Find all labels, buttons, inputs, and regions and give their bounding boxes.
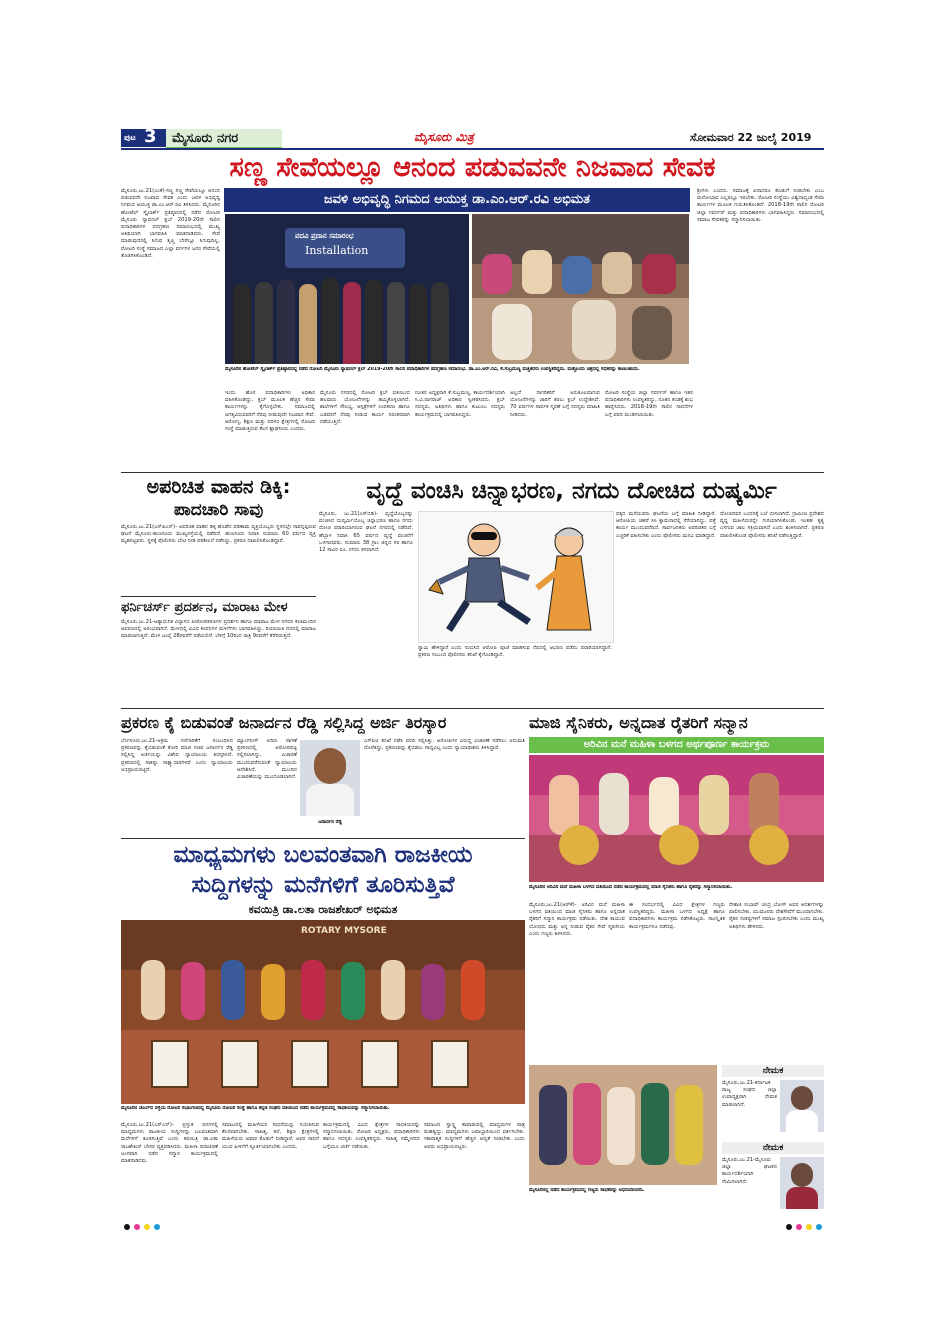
lead-col-3: ಮೈಸೂರು ನಗರದಲ್ಲಿ ರೋಟರಿ ಕ್ಲಬ್ ವತಿಯಿಂದ ಹಲವಾರು ಯೋಜನೆಗಳನ್ನು ಹಮ್ಮಿಕೊಳ್ಳಲಾಗಿದೆ. ಶಾಲೆಗಳಿಗೆ ಸೌಲಭ್ಯ, ಆಸ್ಪತ್ರೆಗಳಿಗೆ ಉಪಕರಣ ಹಾಗೂ ಬಡವರಿಗೆ ನೆರವು ನೀಡುವ ಕಾರ್ಯ ನಿರಂತರವಾಗಿ ನಡೆಯುತ್ತಿದೆ. (320, 390, 410, 425)
accident-headline-2: ಪಾದಚಾರಿ ಸಾವು (173, 500, 264, 520)
lead-headline: ಸಣ್ಣ ಸೇವೆಯಲ್ಲೂ ಆನಂದ ಪಡುವವನೇ ನಿಜವಾದ ಸೇವಕ (229, 152, 716, 183)
appointee-photo-1 (780, 1080, 824, 1132)
media-headline-2: ಸುದ್ದಿಗಳನ್ನು ಮನೆಗಳಿಗೆ ತೂರಿಸುತ್ತಿವೆ (191, 872, 455, 898)
lead-col-5: ಅಲ್ಲದೆ ನಾಗರಿಕರಿಗೆ ಅನುಕೂಲವಾಗುವ ಯೋಜನೆಗಳನ್ನು ಜಾರಿಗೆ ತರಲು ಕ್ಲಬ್ ಉದ್ದೇಶಿಸಿದೆ. 70 ವರ್ಷಗಳ ಸಾರ್ಥಕ ಸ್ಮರಣೆ ಬಗ್ಗೆ ಸದಸ್ಯರು ಮಾಹಿತಿ ನೀಡಿದರು. (510, 390, 600, 418)
lead-photo-stage (225, 214, 469, 364)
appointment-title-1: ನೇಮಕ (722, 1065, 824, 1077)
registration-dot (154, 1224, 160, 1230)
media-headline-1: ಮಾಧ್ಯಮಗಳು ಬಲವಂತವಾಗಿ ರಾಜಕೀಯ (173, 842, 473, 868)
issue-date: ಸೋಮವಾರ 22 ಜುಲೈ 2019 (690, 131, 812, 144)
rotary-banner: ROTARY MYSORE (301, 926, 387, 936)
registration-dot (786, 1224, 792, 1230)
registration-dot (124, 1224, 130, 1230)
registration-dot (806, 1224, 812, 1230)
media-subhead: ಕವಯಿತ್ರಿ ಡಾ.ಲತಾ ರಾಜಶೇಖರ್ ಅಭಿಮತ (248, 903, 398, 916)
media-col-2: ಸಮಾಜದಲ್ಲಿ ಮಹಿಳೆಯರ ಸಾಧನೆಯನ್ನು ಗುರುತಿಸುವ ಕೆಲಸವಾಗಬೇಕು. ಸಾಹಿತ್ಯ, ಕಲೆ, ಶಿಕ್ಷಣ ಕ್ಷೇತ್ರಗಳಲ್ಲಿ ಮಹಿಳೆಯರು ಅಪಾರ ಕೊಡುಗೆ ನೀಡಿದ್ದಾರೆ. ಅವರ ಸಾಧನೆ ಯುವ ಪೀಳಿಗೆಗೆ ಸ್ಫೂರ್ತಿಯಾಗಬೇಕು ಎಂದರು. (222, 1122, 319, 1150)
media-col-4: ಸಮಾಜದ ಸ್ವಾಸ್ಥ್ಯ ಕಾಪಾಡುವಲ್ಲಿ ಮಾಧ್ಯಮಗಳ ಪಾತ್ರ ಮಹತ್ವದ್ದು. ಮಾಧ್ಯಮಗಳು ಜವಾಬ್ದಾರಿಯಿಂದ ವರ್ತಿಸಬೇಕು. ಸಕಾರಾತ್ಮಕ ಸುದ್ದಿಗಳಿಗೆ ಹೆಚ್ಚಿನ ಆದ್ಯತೆ ನೀಡಬೇಕು ಎಂದು ಅವರು ಅಭಿಪ್ರಾಯಪಟ್ಟರು. (424, 1122, 525, 1150)
petition-headline: ಪ್ರಕರಣ ಕೈ ಬಿಡುವಂತೆ ಜನಾರ್ದನ ರೆಡ್ಡಿ ಸಲ್ಲಿಸಿದ್ದ ಅರ್ಜಿ ತಿರಸ್ಕಾರ (121, 713, 447, 732)
registration-dot (134, 1224, 140, 1230)
fair-headline: ಫರ್ನಿಚರ್ಸ್ ಪ್ರದರ್ಶನ, ಮಾರಾಟ ಮೇಳ (121, 600, 288, 615)
lead-photo-audience (472, 214, 689, 364)
lead-photo-caption: ಮೈಸೂರಿನ ಹೋಟೆಲ್ ಸ್ಕೈಲಾರ್ಕ್ ಪ್ರತಿಷ್ಠಾನದಲ್ಲಿ ನಡೆದ ರೋಟರಿ ಮೈಸೂರು ನ್ಯಾಷನಲ್ ಕ್ಲಬ್ 2019-20ನೇ ಸಾಲಿನ ಪದಾಧಿಕಾರಿಗಳ ಪದಗ್ರಹಣ ಸಮಾರಂಭ. ಡಾ.ಎಂ.ಆರ್.ರವಿ, ಕೆ.ಸುಬ್ರಮಣ್ಯ ಮತ್ತಿತರರು ಉಪಸ್ಥಿತರಿದ್ದರು. ಮತ್ತೊಂದು ಚಿತ್ರದಲ್ಲಿ ಸಭಿಕರನ್ನು ಕಾಣಬಹುದು. (225, 367, 640, 372)
bottom-photo (529, 1065, 717, 1185)
lead-col-6: ರೋಟರಿ ಸಂಸ್ಥೆಯ ಜಿಲ್ಲಾ ಗವರ್ನರ್ ಹಾಗೂ ಇತರ ಪದಾಧಿಕಾರಿಗಳು ಉಪಸ್ಥಿತರಿದ್ದು, ನೂತನ ತಂಡಕ್ಕೆ ಶುಭ ಹಾರೈಸಿದರು. 2018-19ನೇ ಸಾಲಿನ ಸಾಧನೆಗಳ ಬಗ್ಗೆ ವರದಿ ಮಂಡಿಸಲಾಯಿತು. (605, 390, 693, 418)
robbery-col-1: ಮೈಸೂರು, ಜು.21(ಎಸ್‌ಬಿಡಿ)- ವೃದ್ಧೆಯೊಬ್ಬರನ್ನು ವಂಚಿಸಿದ ದುಷ್ಕರ್ಮಿಯೊಬ್ಬ ಚಿನ್ನಾಭರಣ ಹಾಗೂ ನಗದು ದೋಚಿ ಪರಾರಿಯಾಗಿರುವ ಘಟನೆ ನಗರದಲ್ಲಿ ನಡೆದಿದೆ. ಹೆಬ್ಬಾಳ ನಿವಾಸಿ 65 ವರ್ಷದ ವೃದ್ಧೆ ವಂಚನೆಗೆ ಒಳಗಾದವರು. ಸುಮಾರು 38 ಗ್ರಾಂ ಚಿನ್ನದ ಸರ ಹಾಗೂ 12 ಸಾವಿರ ರೂ. ನಗದು ಕಳವಾಗಿದೆ. (319, 511, 413, 554)
media-photo (121, 920, 525, 1104)
petition-photo-caption: ಜನಾರ್ದನ ರೆಡ್ಡಿ (318, 820, 342, 825)
bottom-photo-caption: ಮೈಸೂರಿನಲ್ಲಿ ನಡೆದ ಕಾರ್ಯಕ್ರಮದಲ್ಲಿ ಗಣ್ಯರು ಸಾಧಕರನ್ನು ಅಭಿನಂದಿಸಿದರು. (529, 1188, 645, 1193)
lead-col-7: ಶ್ರೀಗಳು ಎಂದರು. ಸಮಾಜಕ್ಕೆ ಏನಾದರೂ ಕೊಡುಗೆ ನೀಡಬೇಕು ಎಂಬ ಮನೋಭಾವ ಎಲ್ಲರಲ್ಲೂ ಇರಬೇಕು. ರೋಟರಿ ಸಂಸ್ಥೆಯು ವಿಶ್ವದಾದ್ಯಂತ ಸೇವಾ ಕಾರ್ಯಗಳ ಮೂಲಕ ಗುರುತಿಸಿಕೊಂಡಿದೆ. 2018-19ನೇ ಸಾಲಿನ ರೋಟರಿ ಜಿಲ್ಲಾ ಗವರ್ನರ್ ಮತ್ತು ಪದಾಧಿಕಾರಿಗಳು ಭಾಗವಹಿಸಿದ್ದರು. ಸಮಾರಂಭದಲ್ಲಿ ಸಮಾಜ ಸೇವಕರನ್ನು ಸನ್ಮಾನಿಸಲಾಯಿತು. (697, 188, 824, 223)
media-col-3: ಕಾರ್ಯಕ್ರಮದಲ್ಲಿ ವಿವಿಧ ಕ್ಷೇತ್ರಗಳ ಸಾಧಕಿಯರನ್ನು ಸನ್ಮಾನಿಸಲಾಯಿತು. ರೋಟರಿ ಅಧ್ಯಕ್ಷರು, ಪದಾಧಿಕಾರಿಗಳು ಹಾಗೂ ಸದಸ್ಯರು ಉಪಸ್ಥಿತರಿದ್ದರು. ಸಾಹಿತ್ಯ ಸಮ್ಮೇಳನದ ಬಗ್ಗೆಯೂ ಚರ್ಚೆ ನಡೆಯಿತು. (323, 1122, 420, 1150)
thief-running-illustration (419, 512, 613, 642)
accident-rule (121, 596, 316, 597)
soldiers-subhead: ಅರಿವಿನ ಮನೆ ಮಹಿಳಾ ಬಳಗದ ಅರ್ಥಪೂರ್ಣ ಕಾರ್ಯಕ್ರಮ (529, 737, 824, 753)
soldiers-col-3: ನೇತಾಜಿ ಸುಭಾಷ್ ಚಂದ್ರ ಬೋಸ್ ಅವರ ಆದರ್ಶಗಳನ್ನು ಪಾಲಿಸಬೇಕು. ಯುವಜನರು ದೇಶಸೇವೆಗೆ ಮುಂದಾಗಬೇಕು. ರೈತರ ಸಂಕಷ್ಟಗಳಿಗೆ ಸಮಾಜ ಸ್ಪಂದಿಸಬೇಕು ಎಂದು ಮುಖ್ಯ ಅತಿಥಿಗಳು ಹೇಳಿದರು. (729, 902, 824, 930)
lead-col-4: ನೂತನ ಅಧ್ಯಕ್ಷರಾಗಿ ಕೆ.ಸುಬ್ರಮಣ್ಯ, ಕಾರ್ಯದರ್ಶಿಯಾಗಿ ಸಿ.ವಿ.ನಾಗರಾಜ್ ಅಧಿಕಾರ ಸ್ವೀಕರಿಸಿದರು. ಕ್ಲಬ್ ಸದಸ್ಯರು, ಅತಿಥಿಗಳು ಹಾಗೂ ಕುಟುಂಬ ಸದಸ್ಯರು ಕಾರ್ಯಕ್ರಮದಲ್ಲಿ ಭಾಗವಹಿಸಿದ್ದರು. (415, 390, 505, 418)
appointment-body-2: ಮೈಸೂರು,ಜು.21-ಮೈಸೂರು ಜಿಲ್ಲಾ ಘಟಕದ ಕಾರ್ಯದರ್ಶಿಯಾಗಿ ನೇಮಿಸಲಾಗಿದೆ. (722, 1157, 777, 1185)
appointee-photo-2 (780, 1157, 824, 1209)
lead-col-2: ಇಂದು ಹೊಸ ಪದಾಧಿಕಾರಿಗಳು ಅಧಿಕಾರ ವಹಿಸಿಕೊಂಡಿದ್ದು, ಕ್ಲಬ್ ಮೂಲಕ ಹೆಚ್ಚಿನ ಸೇವಾ ಕಾರ್ಯಗಳನ್ನು ಕೈಗೊಳ್ಳಬೇಕು. ಸಮಾಜದಲ್ಲಿ ಅಗತ್ಯವಿರುವವರಿಗೆ ನೆರವು ನೀಡುವುದೇ ನಿಜವಾದ ಸೇವೆ. ಆರೋಗ್ಯ, ಶಿಕ್ಷಣ ಮತ್ತು ಪರಿಸರ ಕ್ಷೇತ್ರಗಳಲ್ಲಿ ರೋಟರಿ ಸಂಸ್ಥೆ ಮಾಡುತ್ತಿರುವ ಕೆಲಸ ಶ್ಲಾಘನೀಯ ಎಂದರು. (225, 390, 315, 433)
registration-dot (144, 1224, 150, 1230)
appointment-body-1: ಮೈಸೂರು,ಜು.21-ಕರ್ನಾಟಕ ರಾಜ್ಯ ಸಂಘದ ಜಿಲ್ಲಾ ಉಪಾಧ್ಯಕ್ಷರಾಗಿ ನೇಮಕ ಮಾಡಲಾಗಿದೆ. (722, 1080, 777, 1108)
lead-subhead: ಜವಳಿ ಅಭಿವೃದ್ಧಿ ನಿಗಮದ ಆಯುಕ್ತ ಡಾ.ಎಂ.ಆರ್.ರವಿ ಅಭಿಮತ (224, 188, 690, 212)
banner-text: ಪದವಿ ಪ್ರದಾನ ಸಮಾರಂಭ (295, 232, 354, 240)
soldiers-headline: ಮಾಜಿ ಸೈನಿಕರು, ಅನ್ನದಾತ ರೈತರಿಗೆ ಸನ್ಮಾನ (529, 713, 748, 732)
petition-col-2: ಮ್ಯಾಂಗನೀಸ್ ಅದಿರು ಸಾಗಣೆ ಪ್ರಕರಣದಲ್ಲಿ ಆರೋಪಪಟ್ಟಿ ಸಲ್ಲಿಸಲಾಗಿದ್ದು, ವಿಚಾರಣೆ ಮುಂದುವರೆಸುವಂತೆ ನ್ಯಾಯಾಲಯ ಆದೇಶಿಸಿದೆ. ಮುಂದಿನ ವಿಚಾರಣೆಯನ್ನು ಮುಂದೂಡಲಾಗಿದೆ. (237, 738, 297, 781)
masthead: ಮೈಸೂರು ಮಿತ್ರ (414, 130, 474, 144)
petition-photo (300, 740, 360, 816)
registration-dot (816, 1224, 822, 1230)
page-number: 3 (144, 126, 157, 147)
soldiers-col-1: ಮೈಸೂರು,ಜು.21(ಆರ್‌ಕೆ)- ಅರಿವಿನ ಮನೆ ಮಹಿಳಾ ಬಳಗದ ವತಿಯಿಂದ ಮಾಜಿ ಸೈನಿಕರು ಹಾಗೂ ಅನ್ನದಾತ ರೈತರಿಗೆ ಸನ್ಮಾನ ಕಾರ್ಯಕ್ರಮ ನಡೆಯಿತು. ದೇಶ ಕಾಯುವ ಯೋಧರು ಮತ್ತು ಅನ್ನ ನೀಡುವ ರೈತರ ಸೇವೆ ಸ್ಮರಣೀಯ ಎಂದು ಗಣ್ಯರು ತಿಳಿಸಿದರು. (529, 902, 625, 937)
petition-col-3: ಎಸ್‌ಐಟಿ ತನಿಖೆ ನಡೆಸಿ ವರದಿ ಸಲ್ಲಿಸಿತ್ತು. ಆರೋಪಿಗಳ ವಿರುದ್ಧ ವಿಚಾರಣೆ ನಡೆಸಲು ಅನುಮತಿ ದೊರೆತಿದ್ದು, ಪ್ರಕರಣವನ್ನು ಕೈಬಿಡಲು ಸಾಧ್ಯವಿಲ್ಲ ಎಂದು ನ್ಯಾಯಾಧೀಶರು ತಿಳಿಸಿದ್ದಾರೆ. (364, 738, 525, 752)
banner-text-2: Installation (305, 244, 369, 257)
media-top-rule (121, 838, 525, 839)
accident-body: ಮೈಸೂರು,ಜು.21(ಎಸ್‌ಪಿಎನ್)- ಅಪರಿಚಿತ ವಾಹನ ಡಿಕ್ಕಿ ಹೊಡೆದ ಪರಿಣಾಮ ವ್ಯಕ್ತಿಯೊಬ್ಬರು ಸ್ಥಳದಲ್ಲೇ ಸಾವನ್ನಪ್ಪಿರುವ ಘಟನೆ ಮೈಸೂರು-ಹುಣಸೂರು ಮುಖ್ಯರಸ್ತೆಯಲ್ಲಿ ನಡೆದಿದೆ. ಹುಣಸೂರು ನಿವಾಸಿ ಸುಮಾರು 60 ವರ್ಷದ ವ್ಯಕ್ತಿ ಮೃತಪಟ್ಟವರು. ಸ್ಥಳಕ್ಕೆ ಪೊಲೀಸರು ಭೇಟಿ ನೀಡಿ ಪರಿಶೀಲನೆ ನಡೆಸಿದ್ದು, ಪ್ರಕರಣ ದಾಖಲಿಸಿಕೊಂಡಿದ್ದಾರೆ. (121, 524, 316, 545)
accident-headline-1: ಅಪರಿಚಿತ ವಾಹನ ಡಿಕ್ಕಿ: (146, 476, 291, 498)
robbery-illustration (418, 511, 614, 643)
soldiers-col-2: ಈ ಸಂದರ್ಭದಲ್ಲಿ ವಿವಿಧ ಕ್ಷೇತ್ರಗಳ ಗಣ್ಯರು ಉಪಸ್ಥಿತರಿದ್ದರು. ಮಹಿಳಾ ಬಳಗದ ಅಧ್ಯಕ್ಷೆ ಹಾಗೂ ಪದಾಧಿಕಾರಿಗಳು ಕಾರ್ಯಕ್ರಮ ನಡೆಸಿಕೊಟ್ಟರು. ಸಾಂಸ್ಕೃತಿಕ ಕಾರ್ಯಕ್ರಮಗಳೂ ನಡೆದವು. (629, 902, 725, 930)
lead-bottom-rule (121, 472, 824, 473)
appointment-title-2: ನೇಮಕ (722, 1142, 824, 1154)
page-label: ಪುಟ (124, 133, 136, 142)
soldiers-photo (529, 755, 824, 882)
lead-col-1: ಮೈಸೂರು,ಜು.21(ಎಂಕೆ)-ಸಣ್ಣ ಸಣ್ಣ ಸೇವೆಯಲ್ಲೂ ಆನಂದ ಪಡುವವನೇ ನಿಜವಾದ ಸೇವಕ ಎಂದು ಜವಳಿ ಅಭಿವೃದ್ಧಿ ನಿಗಮದ ಆಯುಕ್ತ ಡಾ.ಎಂ.ಆರ್.ರವಿ ತಿಳಿಸಿದರು. ಮೈಸೂರಿನ ಹೋಟೆಲ್ ಸ್ಕೈಲಾರ್ಕ್ ಪ್ರತಿಷ್ಠಾನದಲ್ಲಿ ನಡೆದ ರೋಟರಿ ಮೈಸೂರು ನ್ಯಾಷನಲ್ ಕ್ಲಬ್ 2019-20ನೇ ಸಾಲಿನ ಪದಾಧಿಕಾರಿಗಳ ಪದಗ್ರಹಣ ಸಮಾರಂಭದಲ್ಲಿ ಮುಖ್ಯ ಅತಿಥಿಯಾಗಿ ಭಾಗವಹಿಸಿ ಮಾತನಾಡಿದರು. ಸೇವೆ ಮಾಡುವುದರಲ್ಲಿ ಸಿಗುವ ತೃಪ್ತಿ ಬೇರೆಲ್ಲೂ ಸಿಗುವುದಿಲ್ಲ. ರೋಟರಿ ಸಂಸ್ಥೆ ಸಮಾಜದ ಎಲ್ಲಾ ವರ್ಗಗಳ ಜನರ ಸೇವೆಯಲ್ಲಿ ತೊಡಗಿಸಿಕೊಂಡಿದೆ. (121, 188, 220, 259)
section-title: ಮೈಸೂರು ನಗರ (172, 131, 239, 146)
soldiers-caption: ಮೈಸೂರಿನ ಅರಿವಿನ ಮನೆ ಮಹಿಳಾ ಬಳಗದ ವತಿಯಿಂದ ನಡೆದ ಕಾರ್ಯಕ್ರಮದಲ್ಲಿ ಮಾಜಿ ಸೈನಿಕರು ಹಾಗೂ ರೈತರನ್ನು ಸನ್ಮಾನಿಸಲಾಯಿತು. (529, 885, 733, 890)
petition-col-1: ಬೆಂಗಳೂರು,ಜು.21-ಅಕ್ರಮ ಗಣಿಗಾರಿಕೆಗೆ ಸಂಬಂಧಿಸಿದ ಪ್ರಕರಣವನ್ನು ಕೈಬಿಡುವಂತೆ ಕೋರಿ ಮಾಜಿ ಸಚಿವ ಜನಾರ್ದನ ರೆಡ್ಡಿ ಸಲ್ಲಿಸಿದ್ದ ಅರ್ಜಿಯನ್ನು ವಿಶೇಷ ನ್ಯಾಯಾಲಯ ತಿರಸ್ಕರಿಸಿದೆ. ಪ್ರಕರಣದಲ್ಲಿ ಸಾಕಷ್ಟು ಸಾಕ್ಷ್ಯಾಧಾರಗಳಿವೆ ಎಂದು ನ್ಯಾಯಾಲಯ ಅಭಿಪ್ರಾಯಪಟ್ಟಿದೆ. (121, 738, 233, 773)
robbery-col-4: ದೋಚಿದವನ ಬಂಧನಕ್ಕೆ ಬಲೆ ಬೀಸಲಾಗಿದೆ. ಗ್ರಾಮೀಣ ಪ್ರದೇಶದ ವೃದ್ಧ ಮಹಿಳೆಯರನ್ನೇ ಗುರಿಯಾಗಿಸಿಕೊಂಡು ಇಂತಹ ಕೃತ್ಯ ಎಸಗುವ ಜಾಲ ಸಕ್ರಿಯವಾಗಿದೆ ಎಂದು ಶಂಕಿಸಲಾಗಿದೆ. ಪ್ರಕರಣ ದಾಖಲಿಸಿಕೊಂಡ ಪೊಲೀಸರು ತನಿಖೆ ನಡೆಸುತ್ತಿದ್ದಾರೆ. (720, 511, 824, 539)
robbery-col-3: ಪಕ್ಕದ ಮನೆಯವರು ಘಟನೆಯ ಬಗ್ಗೆ ಮಾಹಿತಿ ನೀಡಿದ್ದಾರೆ. ಆರೋಪಿಯ ಚಹರೆ ಸಿಸಿ ಕ್ಯಾಮರಾದಲ್ಲಿ ಸೆರೆಯಾಗಿದ್ದು, ಪತ್ತೆ ಕಾರ್ಯ ಮುಂದುವರೆದಿದೆ. ಸಾರ್ವಜನಿಕರು ಅಪರಿಚಿತರ ಬಗ್ಗೆ ಎಚ್ಚರಿಕೆ ವಹಿಸಬೇಕು ಎಂದು ಪೊಲೀಸರು ಮನವಿ ಮಾಡಿದ್ದಾರೆ. (616, 511, 716, 539)
media-col-1: ಮೈಸೂರು,ಜು.21(ಎಸ್‌ಎನ್)- ಪ್ರಸ್ತುತ ದಿನಗಳಲ್ಲಿ ಮಾಧ್ಯಮಗಳು ರಾಜಕೀಯ ಸುದ್ದಿಗಳನ್ನು ಬಲವಂತವಾಗಿ ಮನೆಗಳಿಗೆ ತೂರಿಸುತ್ತಿವೆ ಎಂದು ಕವಯಿತ್ರಿ ಡಾ.ಲತಾ ರಾಜಶೇಖರ್ ಬೇಸರ ವ್ಯಕ್ತಪಡಿಸಿದರು. ಮಹಿಳಾ ದಿನಾಚರಣೆ ಅಂಗವಾಗಿ ನಡೆದ ಸನ್ಮಾನ ಕಾರ್ಯಕ್ರಮದಲ್ಲಿ ಮಾತನಾಡಿದರು. (121, 1122, 218, 1165)
media-caption: ಮೈಸೂರಿನ ಜೆಎಲ್‌ಬಿ ರಸ್ತೆಯ ರೋಟರಿ ಸಭಾಂಗಣದಲ್ಲಿ ಮೈಸೂರು ರೋಟರಿ ಸಂಸ್ಥೆ ಹಾಗೂ ಕನ್ನಡ ಸಂಘದ ವತಿಯಿಂದ ನಡೆದ ಕಾರ್ಯಕ್ರಮದಲ್ಲಿ ಸಾಧಕಿಯರನ್ನು ಸನ್ಮಾನಿಸಲಾಯಿತು. (121, 1106, 390, 1111)
robbery-headline: ವೃದ್ಧೆ ವಂಚಿಸಿ ಚಿನ್ನಾಭರಣ, ನಗದು ದೋಚಿದ ದುಷ್ಕರ್ಮಿ (366, 478, 777, 504)
fair-body: ಮೈಸೂರು,ಜು.21-ಅತ್ಯಾಧುನಿಕ ವಿನ್ಯಾಸದ ಪೀಠೋಪಕರಣಗಳ ಪ್ರದರ್ಶನ ಹಾಗೂ ಮಾರಾಟ ಮೇಳ ನಗರದ ಕಲಾಮಂದಿರ ಆವರಣದಲ್ಲಿ ಆರಂಭವಾಗಿದೆ. ಮೇಳದಲ್ಲಿ ವಿವಿಧ ಕಂಪನಿಗಳ ಮಳಿಗೆಗಳು ಭಾಗವಹಿಸಿದ್ದು, ರಿಯಾಯಿತಿ ದರದಲ್ಲಿ ಮಾರಾಟ ಮಾಡಲಾಗುತ್ತಿದೆ. ಮೇಳ ಜುಲೈ 28ರವರೆಗೆ ನಡೆಯಲಿದೆ. ಬೆಳಿಗ್ಗೆ 10ರಿಂದ ರಾತ್ರಿ 9ರವರೆಗೆ ತೆರೆದಿರುತ್ತದೆ. (121, 619, 316, 640)
registration-dot (796, 1224, 802, 1230)
robbery-col-2: ಸ್ವಾಮಿ ಹೇಳಿದ್ದಾರೆ ಎಂದು ನಂಬಿಸಿದ ಆರೋಪಿ ಪೂಜೆ ಮಾಡಿಸುವ ನೆಪದಲ್ಲಿ ಆಭರಣ ಪಡೆದು ಪರಾರಿಯಾಗಿದ್ದಾನೆ. ಪ್ರಕರಣ ಸಂಬಂಧ ಪೊಲೀಸರು ತನಿಖೆ ಕೈಗೊಂಡಿದ್ದಾರೆ. (418, 645, 612, 659)
mid-rule (121, 708, 824, 709)
